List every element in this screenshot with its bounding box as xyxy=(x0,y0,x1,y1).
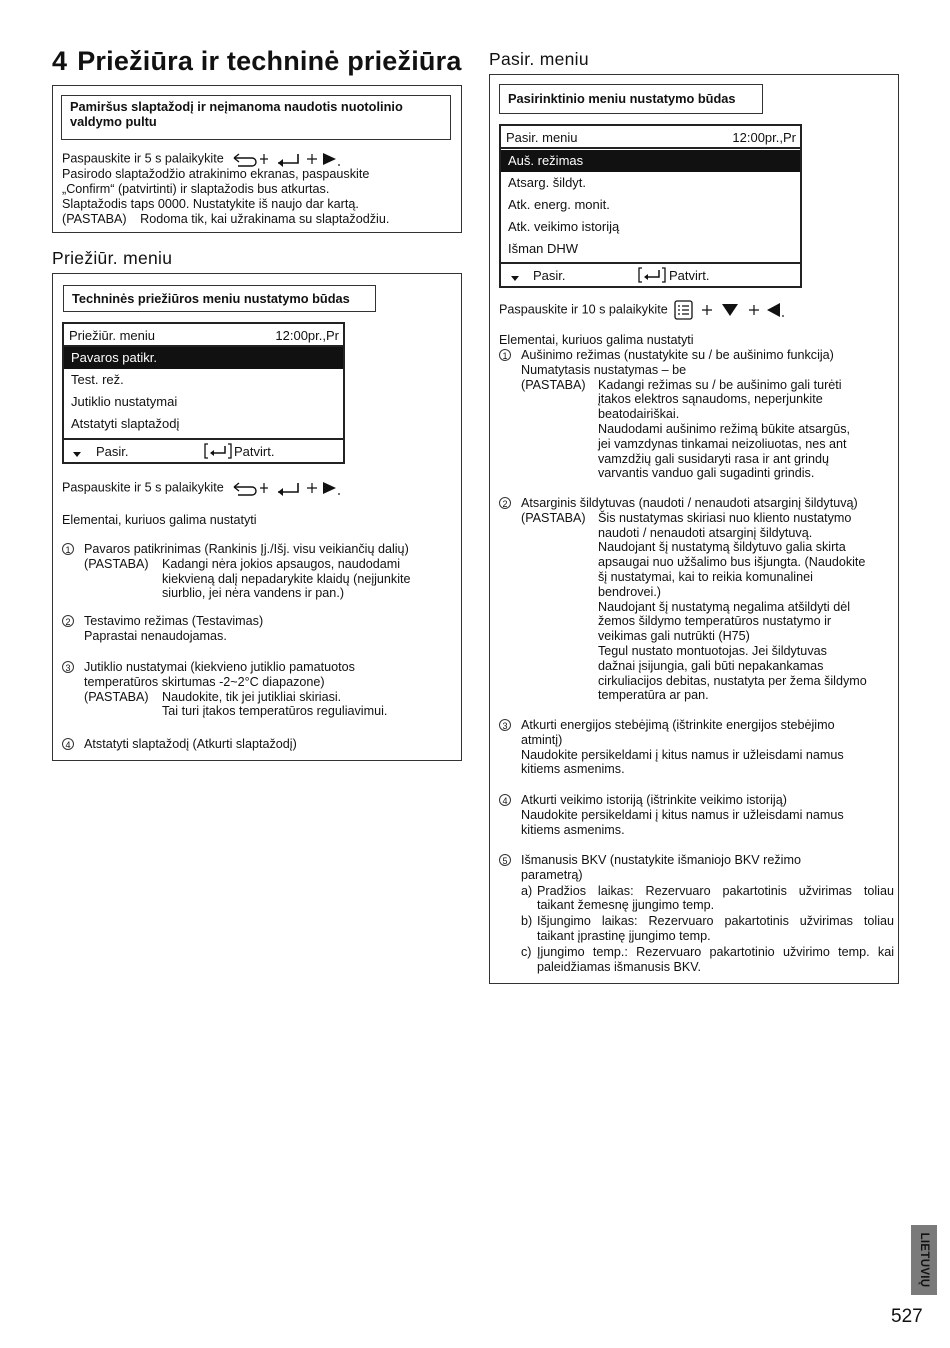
note-text: Rodoma tik, kai užrakinama su slaptažodžiu. xyxy=(140,212,390,226)
maint-item-4 xyxy=(62,737,457,753)
circled-number: 3 xyxy=(499,719,511,731)
circled-number: 4 xyxy=(499,794,511,806)
maint-lcd-topbar xyxy=(64,324,343,347)
circled-number: 3 xyxy=(62,661,74,673)
item-line: Jutiklio nustatymai (kiekvieno jutiklio pamatuotos xyxy=(84,660,355,674)
select-box xyxy=(489,74,899,984)
enter-bracket-icon xyxy=(638,267,666,286)
key-combo-back-enter-right xyxy=(230,150,342,168)
select-box-header xyxy=(499,84,763,114)
maint-item-3 xyxy=(62,660,457,720)
note-line: siurblio, jei nėra vandens ir pan.) xyxy=(162,586,345,601)
maint-section-heading: Priežiūr. meniu xyxy=(52,248,173,268)
select-instruction-text: Paspauskite ir 10 s palaikykite xyxy=(499,302,668,317)
key-combo-back-enter-right xyxy=(230,479,342,497)
maint-lcd-item[interactable]: Test. rež. xyxy=(71,372,124,387)
item-line: Atkurti energijos stebėjimą (ištrinkite energijos stebėjimo xyxy=(521,718,835,732)
down-arrow-icon xyxy=(72,447,82,462)
circled-number: 2 xyxy=(62,615,74,627)
maint-lcd-back[interactable]: Pasir. xyxy=(96,444,129,459)
note-line: žemos šildymo temperatūros nustatymo ir xyxy=(598,614,832,629)
maint-item-2-content xyxy=(84,614,457,644)
select-item-3 xyxy=(499,718,894,778)
chapter-number: 4 xyxy=(52,46,68,76)
note-line: varvantis vanduo gali sugadinti grindis. xyxy=(598,466,815,481)
maint-elements-label: Elementai, kuriuos galima nustatyti xyxy=(62,513,257,527)
item-line: temperatūros skirtumas -2~2°C diapazone) xyxy=(84,674,325,689)
maint-lcd-item[interactable]: Atstatyti slaptažodį xyxy=(71,416,180,431)
item-line: atmintį) xyxy=(521,732,563,747)
item-note xyxy=(521,378,894,482)
maint-lcd-item[interactable]: Pavaros patikr. xyxy=(64,347,343,369)
select-lcd-title: Pasir. meniu xyxy=(506,130,578,145)
maint-item-1-content xyxy=(84,542,457,601)
select-lcd-time: 12:00pr.,Pr xyxy=(732,130,796,145)
maint-instruction xyxy=(62,479,342,497)
item-note xyxy=(84,557,457,601)
maint-lcd-screen xyxy=(62,322,345,464)
item-line: Numatytasis nustatymas – be xyxy=(521,362,687,377)
sub-label: b) xyxy=(521,914,533,929)
language-side-tab xyxy=(911,1225,937,1295)
select-lcd-item[interactable]: Atk. veikimo istoriją xyxy=(508,219,620,234)
note-line: šį nustatymai, kai to reikia komunalinei xyxy=(598,569,813,584)
note-line: Tegul nustato montuotojas. Jei šildytuvas xyxy=(598,643,827,658)
note-line: vamzdžių gali susidaryti rasa ir ant grindų xyxy=(598,451,829,466)
key-combo-menu-down-left xyxy=(674,300,786,320)
maint-box-header xyxy=(63,285,376,312)
maint-item-2 xyxy=(62,614,457,644)
note-label: (PASTABA) xyxy=(521,377,586,392)
sub-label: a) xyxy=(521,883,533,898)
select-instruction xyxy=(499,300,786,320)
sub-item-b xyxy=(521,914,894,944)
page-title xyxy=(52,46,462,77)
select-item-5-content xyxy=(521,853,894,974)
note-label: (PASTABA) xyxy=(84,556,149,571)
circled-number: 1 xyxy=(62,543,74,555)
item-line: Atstatyti slaptažodį (Atkurti slaptažodį) xyxy=(84,737,297,751)
note-line: bendrovei.) xyxy=(598,584,662,599)
language-tab-label: LIETUVIŲ xyxy=(918,1232,930,1288)
item-line: kitiems asmenims. xyxy=(521,762,625,777)
password-line3: „Confirm“ (patvirtinti) ir slaptažodis bus atkurtas. xyxy=(62,182,330,196)
item-line: kitiems asmenims. xyxy=(521,822,625,837)
password-box xyxy=(52,85,462,233)
maint-lcd-time: 12:00pr.,Pr xyxy=(275,328,339,343)
enter-bracket-icon xyxy=(204,443,232,462)
sub-line: Išjungimo laikas: Rezervuaro pakartotinis užvirimas toliau xyxy=(537,914,894,929)
select-item-2-content xyxy=(521,496,894,703)
maint-lcd-item[interactable]: Jutiklio nustatymai xyxy=(71,394,178,409)
note-line: Naudodami aušinimo režimą būkite atsargūs, xyxy=(598,421,850,436)
sub-line: paleidžiamas išmanusis BKV. xyxy=(537,959,702,974)
note-line: Tai turi įtakos temperatūros reguliavimui. xyxy=(162,704,388,719)
password-line4: Slaptažodis taps 0000. Nustatykite iš naujo dar kartą. xyxy=(62,197,359,211)
maint-header-text: Techninės priežiūros meniu nustatymo būdas xyxy=(72,291,350,306)
item-line: Naudokite persikeldami į kitus namus ir užleisdami namus xyxy=(521,807,844,822)
chapter-title: Priežiūra ir techninė priežiūra xyxy=(77,46,462,76)
note-line: temperatūra ar pan. xyxy=(598,688,709,703)
item-line: Atkurti veikimo istoriją (ištrinkite veikimo istoriją) xyxy=(521,793,787,807)
circled-number: 4 xyxy=(62,738,74,750)
select-item-2 xyxy=(499,496,894,704)
note-label: (PASTABA) xyxy=(62,212,127,226)
back-enter-right-keys-icon xyxy=(230,150,342,168)
maint-item-4-content xyxy=(84,737,457,752)
maint-lcd-confirm[interactable]: Patvirt. xyxy=(234,444,275,459)
menu-down-left-keys-icon xyxy=(674,300,786,320)
item-line: Testavimo režimas (Testavimas) xyxy=(84,614,264,628)
select-lcd-bottombar xyxy=(501,262,800,286)
select-item-1-content xyxy=(521,348,894,481)
select-header-text: Pasirinktinio meniu nustatymo būdas xyxy=(508,91,736,106)
note-line: dažnai įsijungia, gali būti nepakankamas xyxy=(598,658,824,673)
maint-item-1 xyxy=(62,542,457,602)
select-lcd-back[interactable]: Pasir. xyxy=(533,268,566,283)
select-elements-label: Elementai, kuriuos galima nustatyti xyxy=(499,333,694,347)
password-header-text: Pamiršus slaptažodį ir neįmanoma naudotis nuotolinio valdymo pultu xyxy=(70,99,403,129)
note-line: beatodairiškai. xyxy=(598,407,680,422)
note-line: Šis nustatymas skiriasi nuo kliento nustatymo xyxy=(598,510,852,525)
sub-item-a xyxy=(521,884,894,914)
select-item-1 xyxy=(499,348,894,482)
item-note xyxy=(521,511,894,703)
note-line: naudoti / nenaudoti atsarginį šildytuvą. xyxy=(598,525,813,540)
maint-lcd-bottombar xyxy=(64,438,343,462)
note-line: apsaugai nuo užšalimo bus išjungta. (Naudokite xyxy=(598,555,866,570)
note-label: (PASTABA) xyxy=(84,689,149,704)
select-lcd-item[interactable]: Išman DHW xyxy=(508,241,579,256)
item-line: Aušinimo režimas (nustatykite su / be aušinimo funkcija) xyxy=(521,348,834,362)
maint-lcd-title: Priežiūr. meniu xyxy=(69,328,155,343)
select-item-4-content xyxy=(521,793,894,837)
note-line: veikimas gali nutrūkti (H75) xyxy=(598,629,750,644)
sub-label: c) xyxy=(521,944,532,959)
select-lcd-screen xyxy=(499,124,802,288)
note-line: Naudokite, tik jei jutikliai skiriasi. xyxy=(162,689,342,704)
circled-number: 1 xyxy=(499,349,511,361)
password-line1-text: Paspauskite ir 5 s palaikykite xyxy=(62,151,224,166)
password-note xyxy=(62,212,389,227)
sub-line: Pradžios laikas: Rezervuaro pakartotinis užvirimas toliau xyxy=(537,883,894,898)
select-lcd-item[interactable]: Atsarg. šildyt. xyxy=(508,175,587,190)
maint-item-3-content xyxy=(84,660,457,719)
select-item-4 xyxy=(499,793,894,838)
password-line1 xyxy=(62,150,342,168)
item-line: Atsarginis šildytuvas (naudoti / nenaudoti atsarginį šildytuvą) xyxy=(521,496,858,510)
password-line2: Pasirodo slaptažodžio atrakinimo ekranas, paspauskite xyxy=(62,167,370,181)
note-line: jei vamzdynas tinkamai neizoliuotas, nes ant xyxy=(598,436,847,451)
note-line: Kadangi režimas su / be aušinimo gali turėti xyxy=(598,377,842,392)
note-line: cirkuliacijos debitas, nustatyta per žema šildymo xyxy=(598,673,867,688)
note-line: įtakos elektros sąnaudoms, neperjunkite xyxy=(598,392,823,407)
circled-number: 2 xyxy=(499,497,511,509)
select-item-5 xyxy=(499,853,894,975)
select-lcd-topbar xyxy=(501,126,800,149)
circled-number: 5 xyxy=(499,854,511,866)
back-enter-right-keys-icon xyxy=(230,479,342,497)
sub-line: taikant žemesnę įjungimo temp. xyxy=(537,898,715,913)
note-line: kiekvieną dalį nepadarykite klaidų (neįjunkite xyxy=(162,571,411,586)
item-line: Naudokite persikeldami į kitus namus ir užleisdami namus xyxy=(521,747,844,762)
password-box-header xyxy=(61,95,451,140)
item-note xyxy=(84,690,457,720)
sub-item-c xyxy=(521,945,894,975)
item-line: Pavaros patikrinimas (Rankinis Įj./Išj. visu veikiančių dalių) xyxy=(84,542,409,556)
down-arrow-icon xyxy=(510,271,520,286)
page-number: 527 xyxy=(891,1306,923,1327)
select-lcd-item[interactable]: Atk. energ. monit. xyxy=(508,197,610,212)
sub-line: taikant įprastinę įjungimo temp. xyxy=(537,928,711,943)
maint-box xyxy=(52,273,462,761)
select-lcd-item[interactable]: Auš. režimas xyxy=(501,150,800,172)
note-label: (PASTABA) xyxy=(521,510,586,525)
item-line: Išmanusis BKV (nustatykite išmaniojo BKV režimo xyxy=(521,853,801,867)
sub-line: Įjungimo temp.: Rezervuaro pakartotinio užvirimo temp. kai xyxy=(537,944,894,959)
item-line: Paprastai nenaudojamas. xyxy=(84,628,227,643)
select-lcd-confirm[interactable]: Patvirt. xyxy=(669,268,710,283)
note-line: Kadangi nėra jokios apsaugos, naudodami xyxy=(162,556,401,571)
note-line: Naudojant šį nustatymą šildytuvo galia skirta xyxy=(598,540,846,555)
item-line: parametrą) xyxy=(521,867,583,882)
maint-instruction-text: Paspauskite ir 5 s palaikykite xyxy=(62,480,224,495)
select-item-3-content xyxy=(521,718,894,777)
note-line: Naudojant šį nustatymą negalima atšildyti dėl xyxy=(598,599,851,614)
select-section-heading: Pasir. meniu xyxy=(489,49,589,69)
